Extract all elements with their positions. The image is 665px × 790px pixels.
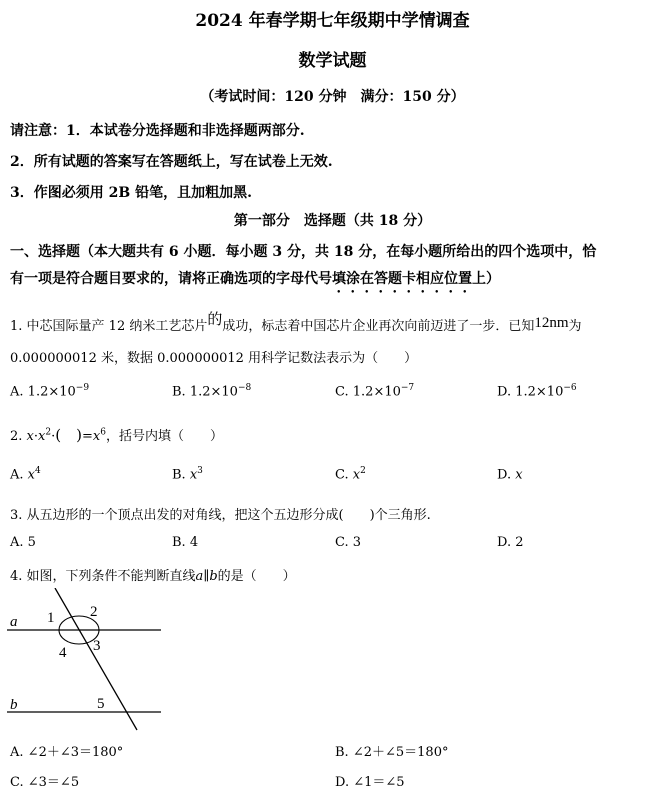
q2-blank-paren: ( )	[55, 426, 82, 444]
option-exponent: −6	[563, 383, 577, 393]
q4-line-a: a	[195, 569, 204, 584]
option-base: 1.2×10	[27, 384, 76, 400]
q2-exponent: 2	[45, 427, 52, 438]
q1-text-c: 成功，标志着中国芯片企业再次向前迈进了一步．已知	[222, 319, 535, 334]
exam-info: （考试时间：120 分钟 满分：150 分）	[200, 89, 465, 105]
question-3: 3. 从五边形的一个顶点出发的对角线，把这个五边形分成( )个三角形.	[10, 508, 431, 523]
option-base: 1.2×10	[352, 384, 401, 400]
q2-number: 2.	[10, 429, 23, 444]
option-exponent: 2	[360, 466, 366, 476]
q1-option-c[interactable]	[335, 383, 414, 399]
q2-option-c[interactable]	[335, 466, 366, 482]
option-exponent: −9	[75, 383, 90, 393]
section-instructions-line2	[10, 268, 500, 296]
question-2	[10, 424, 223, 445]
exam-title: 2024 年春学期七年级期中学情调查	[195, 11, 470, 31]
q2-tail: ，括号内填（ ）	[105, 429, 223, 444]
q2-dot: ·	[51, 429, 56, 444]
q4-parallel-symbol: ∥	[203, 569, 210, 584]
q1-text-e: 为	[568, 319, 582, 334]
figure-angle-1: 1	[47, 610, 55, 626]
option-expression: ∠1＝∠5	[353, 775, 405, 790]
q4-option-a[interactable]	[10, 741, 123, 760]
option-base: 1.2×10	[189, 384, 238, 400]
q1-unit-12nm: 12nm	[534, 315, 569, 331]
option-label: C.	[335, 384, 349, 400]
note-1: 请注意：1．本试卷分选择题和非选择题两部分.	[10, 123, 305, 139]
option-var: x	[27, 467, 36, 483]
option-label: B.	[172, 467, 186, 483]
q2-dot: ·	[33, 429, 39, 444]
figure-label-a: a	[10, 614, 18, 630]
option-exponent: 4	[35, 466, 41, 476]
option-label: A.	[10, 384, 24, 400]
option-label: D.	[335, 775, 350, 790]
q1-text-a: 1. 中芯国际量产 12 纳米工艺芯片	[10, 319, 208, 334]
option-label: A.	[10, 467, 24, 483]
q4-text-pre: 4. 如图，下列条件不能判断直线	[10, 569, 196, 584]
q4-option-c[interactable]	[10, 771, 79, 790]
q2-var: x	[38, 429, 46, 444]
figure-angle-3: 3	[93, 638, 101, 654]
q4-line-b: b	[209, 569, 218, 584]
q2-option-d[interactable]	[497, 466, 523, 482]
option-exponent: 3	[197, 466, 203, 476]
q4-figure	[5, 588, 175, 738]
option-expression: ∠2＋∠5＝180°	[352, 745, 449, 760]
question-1-line2: 0.000000012 米，数据 0.000000012 用科学记数法表示为（ ）	[10, 351, 418, 366]
option-label: C.	[10, 775, 24, 790]
q2-equals: =	[81, 429, 93, 444]
option-var: x	[515, 467, 523, 483]
option-exponent: −7	[400, 383, 415, 393]
option-expression: ∠3＝∠5	[27, 775, 80, 790]
q3-option-a[interactable]: A. 5	[10, 535, 36, 550]
option-label: D.	[497, 384, 512, 400]
option-exponent: −8	[237, 383, 252, 393]
option-label: B.	[172, 384, 186, 400]
question-1-line1	[10, 310, 582, 335]
note-3: 3．作图必须用 2B 铅笔，且加粗加黑.	[10, 185, 252, 201]
q1-option-b[interactable]	[172, 383, 251, 399]
option-label: B.	[335, 745, 349, 760]
question-4	[10, 565, 296, 584]
option-expression: ∠2＋∠3＝180°	[27, 745, 124, 760]
q4-text-post: 的是（ ）	[217, 569, 296, 584]
part-title: 第一部分 选择题（共 18 分）	[233, 213, 432, 229]
figure-label-b: b	[10, 697, 18, 713]
q3-option-c[interactable]: C. 3	[335, 535, 362, 550]
figure-angle-4: 4	[59, 645, 67, 661]
section-line2-pre: 有一项是符合题目要求的，请将正确选项的字母代号	[10, 271, 332, 287]
section-line2-post: 上）	[472, 271, 500, 287]
section-instructions-line1: 一、选择题（本大题共有 6 小题．每小题 3 分，共 18 分，在每小题所给出的四个选项中，恰	[10, 244, 597, 260]
q3-option-d[interactable]: D. 2	[497, 535, 524, 550]
q1-option-d[interactable]	[497, 383, 577, 399]
q1-text-b: 的	[207, 310, 223, 328]
note-2: 2．所有试题的答案写在答题纸上，写在试卷上无效.	[10, 154, 333, 170]
q2-var: x	[26, 429, 34, 444]
exam-subtitle: 数学试题	[298, 51, 367, 71]
option-var: x	[352, 467, 361, 483]
option-label: A.	[10, 745, 24, 760]
q1-option-a[interactable]	[10, 383, 89, 399]
section-line2-emphasis: 填涂在答题卡相应位置	[332, 271, 472, 287]
option-var: x	[189, 467, 198, 483]
q4-option-b[interactable]	[335, 741, 448, 760]
figure-angle-2: 2	[90, 604, 98, 620]
figure-angle-5: 5	[97, 696, 105, 712]
option-label: D.	[497, 467, 512, 483]
q3-option-b[interactable]: B. 4	[172, 535, 199, 550]
q2-option-a[interactable]	[10, 466, 41, 482]
q4-option-d[interactable]	[335, 771, 405, 790]
q2-option-b[interactable]	[172, 466, 203, 482]
q2-exponent: 6	[100, 427, 106, 438]
option-label: C.	[335, 467, 349, 483]
option-base: 1.2×10	[515, 384, 564, 400]
q2-var: x	[92, 429, 101, 444]
